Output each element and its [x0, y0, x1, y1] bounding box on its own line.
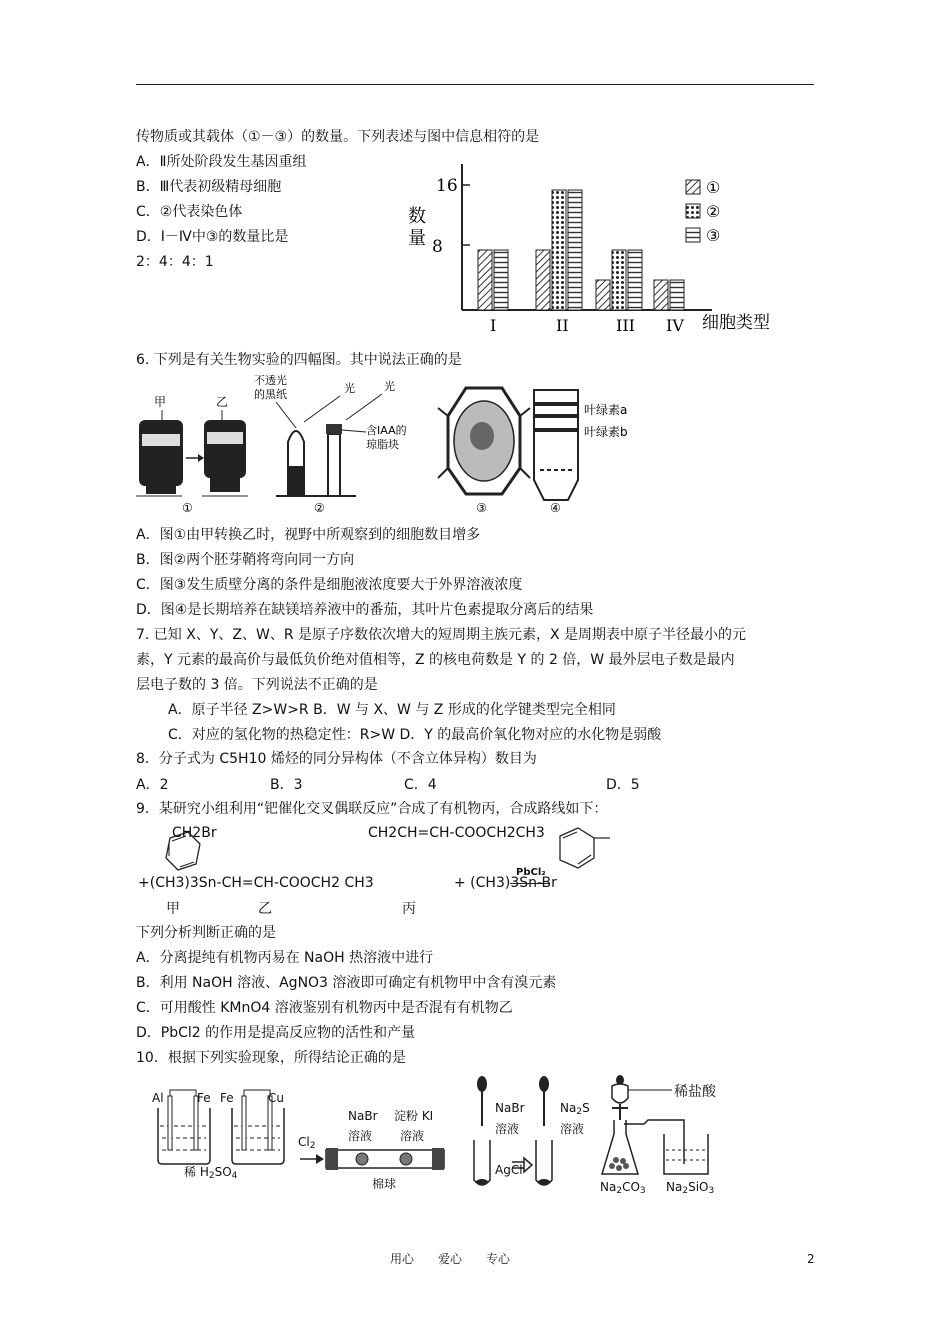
q10-label-na2sio3 — [666, 1178, 714, 1200]
q10-label-fe-1: Fe — [197, 1091, 211, 1105]
q7-options-ab: A．原子半径 Z>W>R B．W 与 X、W 与 Z 形成的化学键类型完全相同 — [168, 702, 616, 718]
q10-na2sio3-mid: SiO — [688, 1180, 709, 1194]
stopper-left — [326, 1148, 338, 1170]
q6-option-b: B．图②两个胚芽鞘将弯向同一方向 — [136, 552, 355, 568]
chart-ylabel-char-2: 量 — [408, 228, 426, 249]
q10-label-fe-2: Fe — [220, 1091, 234, 1105]
chart-bars — [478, 190, 684, 310]
q9-option-d: D．PbCl2 的作用是提高反应物的活性和产量 — [136, 1025, 416, 1041]
x-tick-label-iv: IV — [666, 316, 684, 335]
figure-1-objectives — [136, 395, 248, 515]
cell-type-bar-chart — [400, 160, 790, 340]
fig2-light-arrow-2 — [346, 394, 382, 420]
bar-ii-series-1 — [536, 250, 550, 310]
q9-option-b: B．利用 NaOH 溶液、AgNO3 溶液即可确定有机物甲中含有溴元素 — [136, 975, 557, 991]
band-chlorophyll-b — [534, 428, 578, 432]
q5-option-a: A．Ⅱ所处阶段发生基因重组 — [136, 154, 307, 170]
fig2-light-1: 光 — [344, 382, 355, 395]
q5-option-c: C．②代表染色体 — [136, 204, 243, 220]
q10-na2sio3-sub-2: 3 — [708, 1186, 715, 1196]
footer-motto: 用心 爱心 专心 — [390, 1252, 511, 1266]
fig1-number: ① — [182, 501, 193, 515]
q6-option-a: A．图①由甲转换乙时，视野中所观察到的细胞数目增多 — [136, 527, 481, 543]
objective-jia-band — [142, 434, 180, 446]
q10-na2sio3-sub: 2 — [682, 1186, 689, 1196]
label-chlorophyll-b: 叶绿素b — [584, 425, 628, 439]
q7-stem-line3: 层电子数的 3 倍。下列说法不正确的是 — [136, 677, 378, 693]
chart-x-ticks — [490, 316, 684, 335]
q6-stem: 6. 下列是有关生物实验的四幅图。其中说法正确的是 — [136, 352, 462, 368]
bar-iii-series-3 — [628, 250, 642, 310]
q10-na2sio3-pre: Na — [666, 1180, 683, 1194]
q9-label-yi: 乙 — [258, 901, 272, 917]
q5-option-d: D．Ⅰ－Ⅳ中③的数量比是 — [136, 229, 289, 245]
q8-option-c: C．4 — [404, 777, 437, 793]
figure-3-plant-cell — [438, 388, 530, 515]
q9-ch2br: CH2Br — [172, 825, 217, 841]
fig4-number: ④ — [550, 501, 561, 515]
fig2-iaa-line2: 琼脂块 — [366, 438, 399, 451]
bar-ii-series-2 — [552, 190, 566, 310]
q8-stem: 8．分子式为 C5H10 烯烃的同分异构体（不含立体异构）数目为 — [136, 751, 537, 767]
q6-option-d: D．图④是长期培养在缺镁培养液中的番茄，其叶片色素提取分离后的结果 — [136, 602, 594, 618]
electrode-fe-2 — [242, 1096, 246, 1150]
q10-label-nabr-1: NaBr — [348, 1109, 378, 1123]
q10-label-soln-2: 溶液 — [400, 1129, 425, 1143]
q9-reactant-line: +(CH3)3Sn-CH=CH-COOCH2 CH3 — [138, 875, 374, 891]
q10-acid-prefix: 稀 H — [184, 1165, 209, 1179]
q9-product-chain: CH2CH=CH-COOCH2CH3 — [368, 825, 545, 841]
fig1-label-jia: 甲 — [154, 395, 167, 409]
q10-label-agcl: AgCl — [495, 1163, 523, 1177]
q10-na2s-pre: Na — [560, 1101, 577, 1115]
header-rule — [136, 84, 814, 85]
objective-jia — [139, 420, 183, 486]
objective-yi-band — [207, 432, 243, 444]
q9-label-bing: 丙 — [402, 901, 416, 917]
q10-na2s-post: S — [582, 1101, 590, 1115]
legend-swatch-3 — [686, 228, 700, 242]
legend-swatch-2 — [686, 204, 700, 218]
q10-acid-mid: SO — [214, 1165, 232, 1179]
q9-option-a: A．分离提纯有机物丙易在 NaOH 热溶液中进行 — [136, 950, 434, 966]
q8-option-a: A．2 — [136, 777, 169, 793]
fig2-number: ② — [314, 501, 325, 515]
fig2-opaque-line2: 的黑纸 — [254, 388, 287, 401]
q5-option-d-continued: 2：4：4：1 — [136, 254, 214, 270]
q10-label-cu: Cu — [268, 1091, 284, 1105]
beaker-sio3 — [664, 1134, 708, 1174]
q7-stem-line2: 素，Y 元素的最高价与最低负价绝对值相等，Z 的核电荷数是 Y 的 2 倍，W 最外层电子数是最内 — [136, 652, 735, 668]
bar-i-series-1 — [478, 250, 492, 310]
q10-label-acid — [184, 1163, 237, 1185]
legend-label-3: ③ — [706, 226, 721, 245]
q10-na2co3-mid: CO — [622, 1180, 640, 1194]
vacuole — [470, 422, 494, 450]
dropper-2-bulb — [539, 1076, 549, 1092]
q10-na2co3-pre: Na — [600, 1180, 617, 1194]
q10-label-na2s — [560, 1099, 590, 1121]
legend-swatch-1 — [686, 180, 700, 194]
coleoptile-right — [328, 434, 340, 496]
agcl-precipitate — [476, 1179, 488, 1185]
q10-na2co3-sub-2: 3 — [639, 1186, 646, 1196]
q8-option-d: D．5 — [606, 777, 640, 793]
x-tick-label-iii: III — [616, 316, 635, 335]
chart-ytick-16: 16 — [436, 176, 458, 196]
fig3-number: ③ — [476, 501, 487, 515]
q10-label-cl2 — [298, 1133, 315, 1155]
q9-option-c: C．可用酸性 KMnO4 溶液鉴别有机物丙中是否混有有机物乙 — [136, 1000, 513, 1016]
q10-acid-sub-1: 2 — [208, 1171, 215, 1181]
electrode-al — [168, 1096, 172, 1150]
q9-catalyst: PbCl₂ — [516, 867, 546, 878]
q10-label-nabr-2: NaBr — [495, 1101, 525, 1115]
fig2-opaque-line1: 不透光 — [254, 374, 287, 387]
fig2-light-arrow-1 — [304, 396, 340, 422]
q10-label-al: Al — [152, 1091, 164, 1105]
chart-xlabel: 细胞类型 — [702, 313, 770, 333]
objective-jia-tip — [146, 486, 176, 494]
q10-label-soln-4: 溶液 — [560, 1122, 585, 1136]
bar-ii-series-3 — [568, 190, 582, 310]
wall-extension-br — [520, 468, 530, 478]
legend-label-1: ① — [706, 178, 721, 197]
fig2-pointer-opaque — [276, 402, 296, 428]
objective-yi — [204, 420, 246, 478]
legend-label-2: ② — [706, 202, 721, 221]
q10-na2s-sub: 2 — [576, 1107, 583, 1117]
q10-stem: 10．根据下列实验现象，所得结论正确的是 — [136, 1050, 406, 1066]
page-number: 2 — [807, 1252, 815, 1266]
q9-label-jia: 甲 — [166, 901, 180, 917]
q10-label-hcl: 稀盐酸 — [674, 1084, 716, 1100]
test-tube-1 — [474, 1140, 490, 1185]
q7-options-cd: C．对应的氢化物的热稳定性：R>W D．Y 的最高价氧化物对应的水化物是弱酸 — [168, 727, 662, 743]
q8-option-b: B．3 — [270, 777, 303, 793]
band-chlorophyll-a — [534, 414, 578, 418]
wall-extension-tl — [438, 408, 448, 416]
figure-2-coleoptiles — [254, 373, 407, 515]
chart-ylabel — [408, 206, 432, 249]
wall-extension-bl — [438, 468, 448, 478]
q10-label-soln-3: 溶液 — [495, 1122, 520, 1136]
fig1-convert-arrowhead — [198, 454, 204, 462]
fig1-label-yi: 乙 — [216, 395, 229, 409]
figure-4-chromatography — [534, 390, 628, 515]
q10-halogen-tube — [296, 1142, 456, 1178]
q5-option-b: B．Ⅲ代表初级精母细胞 — [136, 179, 282, 195]
bar-iii-series-1 — [596, 280, 610, 310]
cotton-ball-1 — [356, 1153, 368, 1165]
chart-ylabel-char-1: 数 — [408, 206, 426, 227]
filter-paper — [534, 390, 578, 500]
q10-na2co3-sub: 2 — [616, 1186, 623, 1196]
q10-label-soln-1: 溶液 — [348, 1129, 373, 1143]
cotton-ball-2 — [400, 1153, 412, 1165]
x-tick-label-ii: II — [556, 316, 569, 335]
benzene-ring-bing — [552, 824, 612, 878]
wall-extension-tr — [520, 408, 530, 416]
agar-block — [326, 424, 342, 434]
q10-label-cotton: 棉球 — [372, 1177, 397, 1191]
bar-iii-series-2 — [612, 250, 626, 310]
q10-cl-text: Cl — [298, 1135, 310, 1149]
objective-yi-tip — [210, 478, 240, 492]
band-top — [534, 402, 578, 406]
q10-acid-sub-2: 4 — [231, 1171, 238, 1181]
label-chlorophyll-a: 叶绿素a — [584, 403, 628, 417]
bar-iv-series-3 — [670, 280, 684, 310]
q6-figure — [136, 372, 696, 524]
fig2-pointer-agar — [342, 430, 366, 432]
q5-intro: 传物质或其载体（①－③）的数量。下列表述与图中信息相符的是 — [136, 129, 540, 145]
q7-stem-line1: 7. 已知 X、Y、Z、W、R 是原子序数依次增大的短周期主族元素，X 是周期表中原子半径最小的元 — [136, 627, 747, 643]
stopper-right — [432, 1148, 444, 1170]
fig2-light-2: 光 — [384, 380, 395, 393]
q9-analysis: 下列分析判断正确的是 — [136, 925, 276, 941]
q6-option-c: C．图③发生质壁分离的条件是细胞液浓度要大于外界溶液浓度 — [136, 577, 523, 593]
glass-tube — [326, 1150, 444, 1168]
chart-ytick-8: 8 — [432, 237, 443, 257]
beaker-1 — [158, 1108, 210, 1164]
bar-i-series-3 — [494, 250, 508, 310]
q10-cl-sub: 2 — [309, 1141, 316, 1151]
dropper-1-bulb — [477, 1076, 487, 1092]
q10-label-na2co3 — [600, 1178, 646, 1200]
beaker-2 — [232, 1108, 284, 1164]
bar-iv-series-1 — [654, 280, 668, 310]
test-tube-2 — [536, 1140, 552, 1185]
q9-byproduct: + (CH3)3Sn-Br — [454, 875, 557, 891]
coleoptile-left-base — [288, 466, 304, 496]
x-tick-label-i: I — [490, 316, 497, 335]
q10-label-starch-ki: 淀粉 KI — [394, 1109, 434, 1123]
q9-stem: 9．某研究小组利用“钯催化交叉偶联反应”合成了有机物丙，合成路线如下： — [136, 801, 608, 817]
chart-legend — [686, 178, 720, 245]
separatory-funnel — [612, 1084, 628, 1103]
fig2-iaa-line1: 含IAA的 — [366, 424, 407, 437]
